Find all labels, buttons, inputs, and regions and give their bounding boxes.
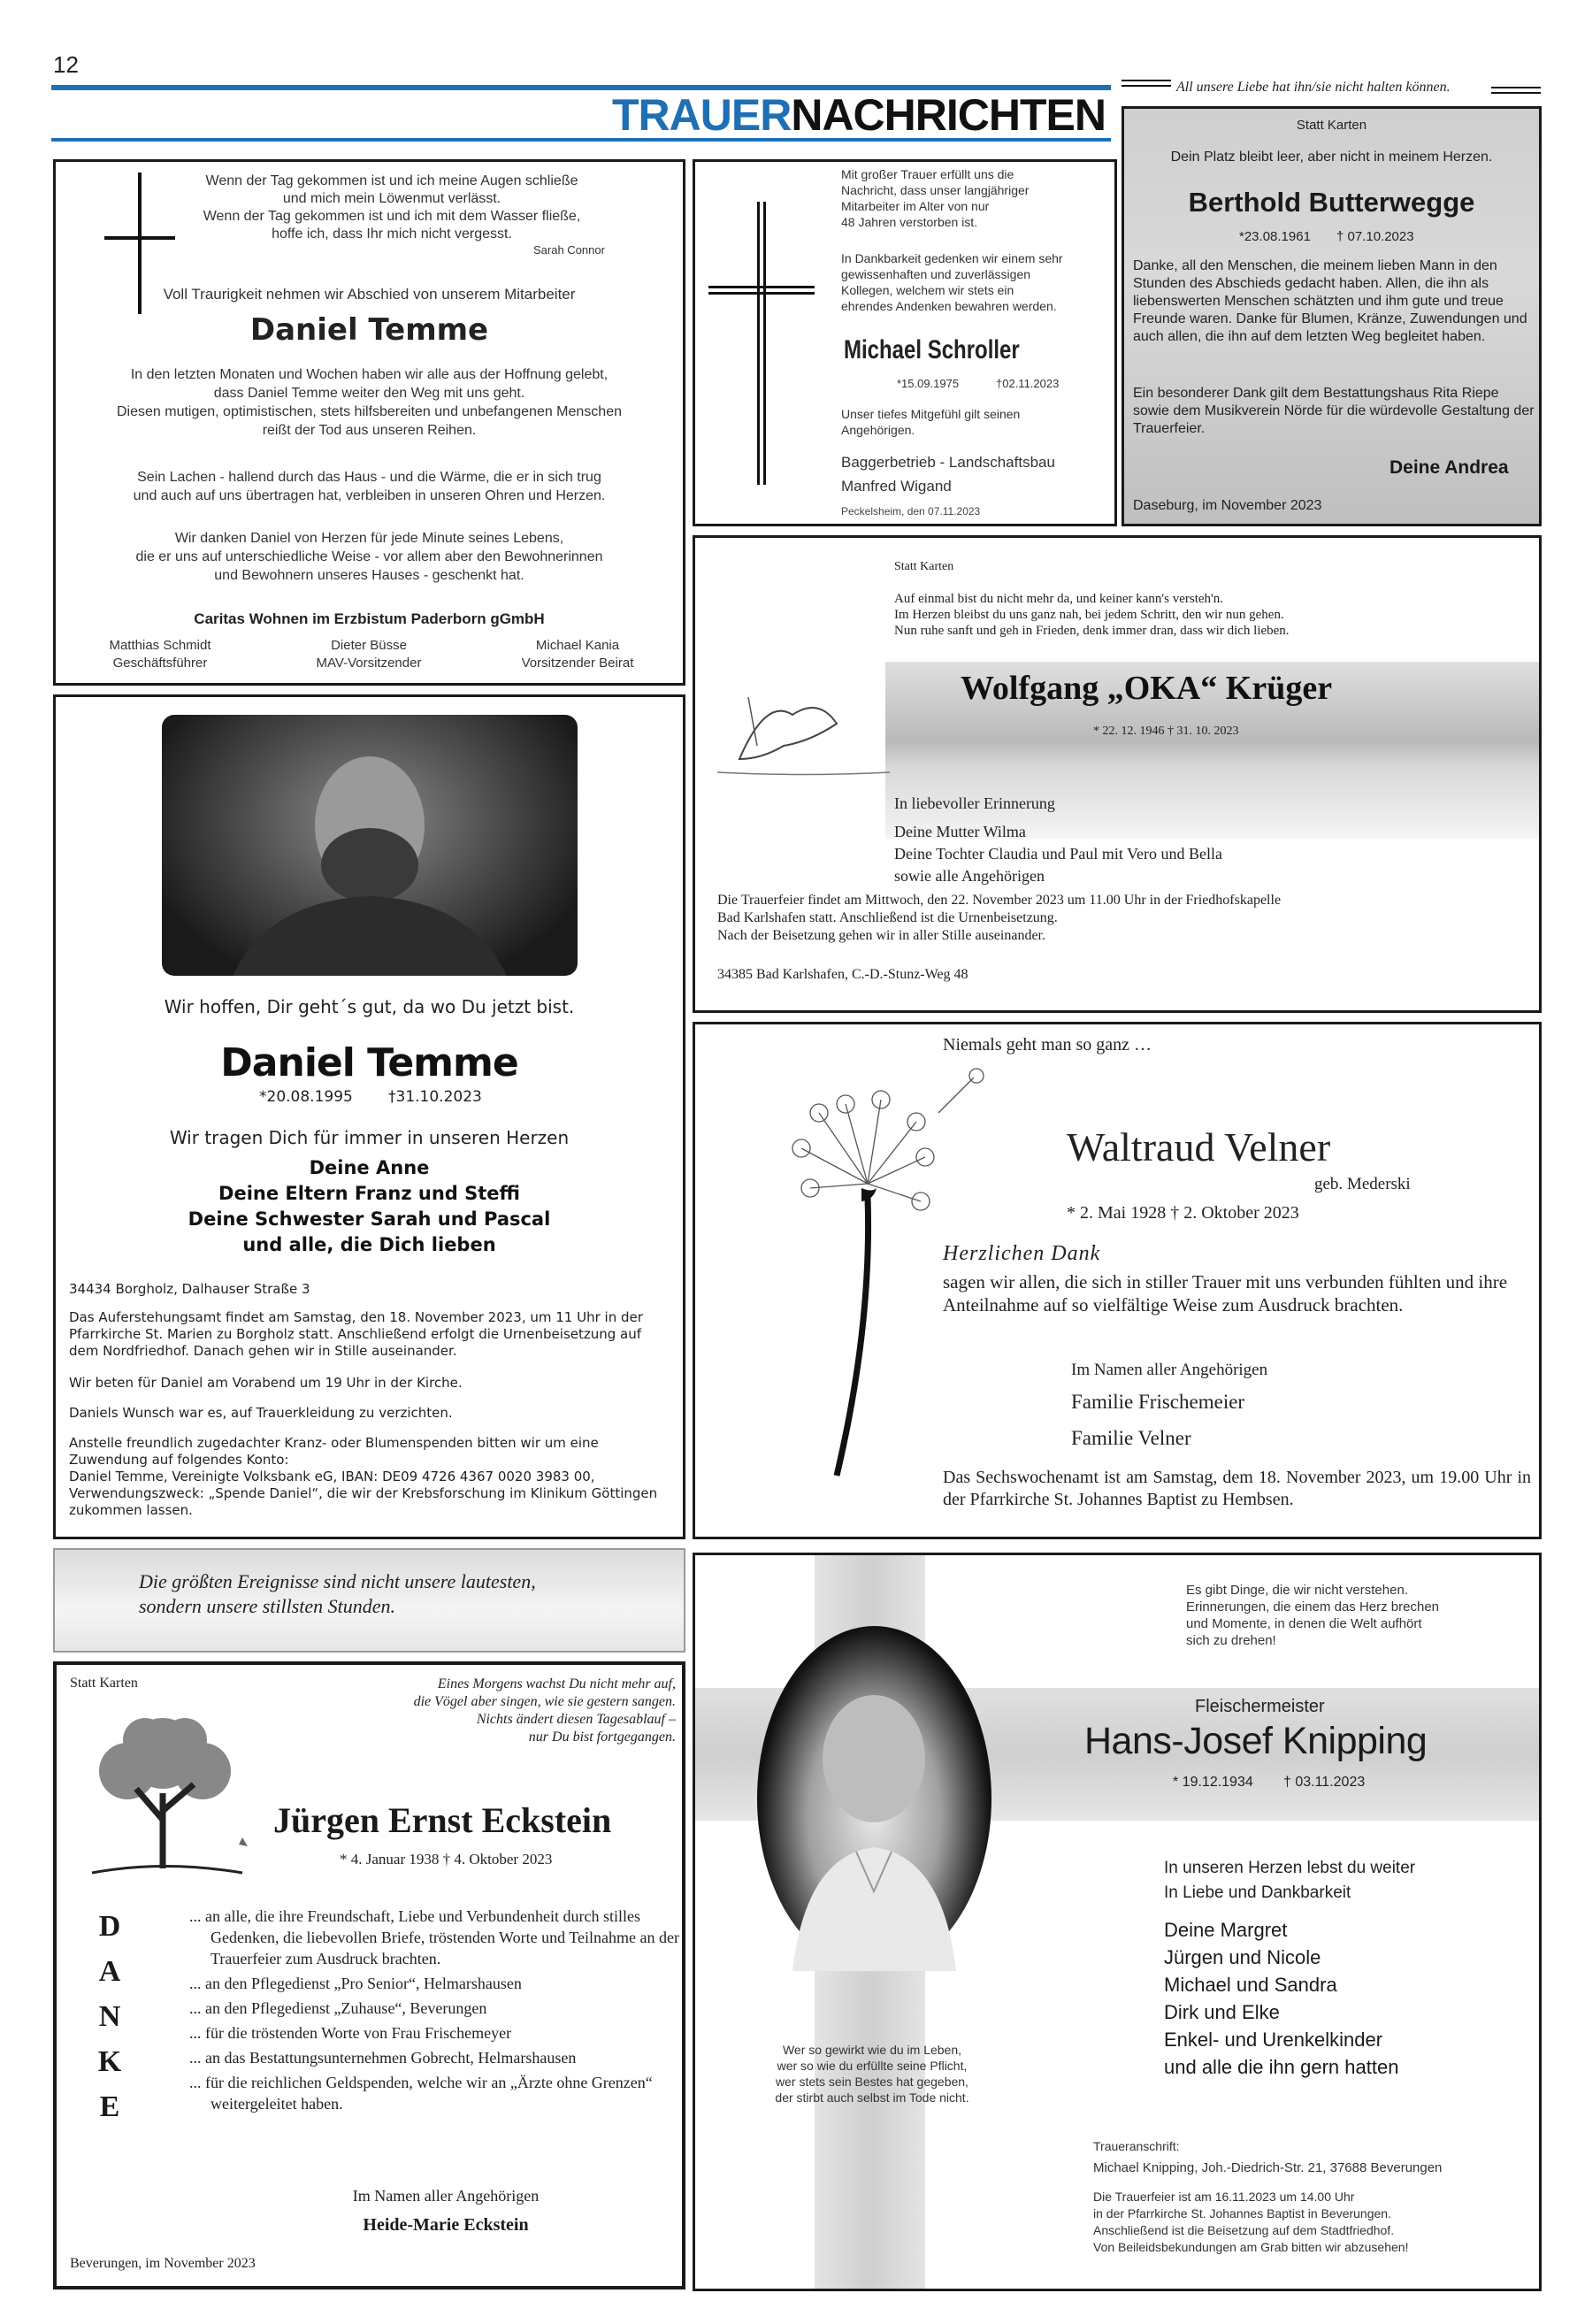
signer-2 bbox=[264, 637, 473, 672]
born-date: * 19.12.1934 bbox=[1173, 1775, 1253, 1790]
funeral-info: Die Trauerfeier ist am 16.11.2023 um 14.00 Uhr in der Pfarrkirche St. Johannes Baptist in Beverungen. Anschließend ist die Beisetzung auf dem Stadtfriedhof. Von Beileidsbekundungen am Grab bitten wir abzusehen! bbox=[1093, 2190, 1409, 2254]
maiden-name: geb. Mederski bbox=[1314, 1175, 1411, 1193]
obituary-velner bbox=[693, 1022, 1542, 1539]
top-label: Statt Karten bbox=[70, 1676, 138, 1691]
poem-author: Sarah Connor bbox=[533, 243, 605, 257]
signer-name: Matthias Schmidt bbox=[109, 638, 211, 653]
danke-letter: K bbox=[97, 2045, 122, 2078]
deceased-name: Daniel Temme bbox=[220, 1040, 518, 1085]
double-cross-icon bbox=[704, 202, 819, 494]
obituary-schroller bbox=[693, 159, 1117, 526]
died-date: †02.11.2023 bbox=[996, 377, 1060, 390]
funeral-info: Die Trauerfeier findet am Mittwoch, den 22. November 2023 um 11.00 Uhr in der Friedhofskapelle Bad Karlshafen statt. Anschließend ist die Urnenbeisetzung. Nach der Beisetzung gehen wir in aller Stille auseinander. bbox=[717, 893, 1282, 943]
deceased-name: Jürgen Ernst Eckstein bbox=[273, 1800, 612, 1840]
born-date: *20.08.1995 bbox=[259, 1088, 353, 1106]
dates: * 4. Januar 1938 † 4. Oktober 2023 bbox=[340, 1851, 553, 1868]
fish-sketch-icon bbox=[713, 662, 890, 786]
poem: Wenn der Tag gekommen ist und ich meine Augen schließe und mich mein Löwenmut verlässt. Wenn der Tag gekommen ist und ich mit dem Wasser fließe, hoffe ich, dass Ihr mich nicht vergesst. bbox=[203, 173, 581, 242]
deceased-name: Daniel Temme bbox=[249, 312, 489, 348]
deceased-name: Wolfgang „OKA“ Krüger bbox=[961, 670, 1333, 707]
died-date: † 03.11.2023 bbox=[1283, 1775, 1366, 1790]
motto: Niemals geht man so ganz … bbox=[943, 1035, 1152, 1055]
died-date: † 07.10.2023 bbox=[1336, 229, 1414, 244]
obituary-temme-caritas bbox=[53, 159, 685, 686]
signer-role: Vorsitzender Beirat bbox=[521, 656, 634, 671]
family-2: Familie Velner bbox=[1071, 1427, 1191, 1449]
born-date: *23.08.1961 bbox=[1239, 229, 1311, 244]
died-date: †31.10.2023 bbox=[388, 1088, 482, 1106]
paragraph-4: Anstelle freundlich zugedachter Kranz- oder Blumenspenden bitten wir um eine Zuwendung auf folgendes Konto: Daniel Temme, Vereinigte Volksbank eG, IBAN: DE09 4726 4367 0020 3983 00, Verwendungszweck: „Spende Daniel“, die wir der Krebsforschung im Klinikum Göttingen zukommen lassen. bbox=[69, 1435, 658, 1518]
intro: Voll Traurigkeit nehmen wir Abschied von unserem Mitarbeiter bbox=[163, 286, 576, 303]
thanks-text: sagen wir allen, die sich in stiller Trauer mit uns verbunden fühlten und ihre Anteilnahme auf so vielfältige Weise zum Ausdruck brachten. bbox=[943, 1271, 1508, 1315]
top-label: Statt Karten bbox=[894, 560, 954, 573]
quote: Dein Platz bleibt leer, aber nicht in meinem Herzen. bbox=[1170, 150, 1493, 165]
danke-letter: D bbox=[98, 1910, 121, 1943]
danke-letter: A bbox=[98, 1955, 121, 1988]
place-date: Daseburg, im November 2023 bbox=[1133, 498, 1322, 513]
names-intro: Im Namen aller Angehörigen bbox=[352, 2187, 540, 2205]
thanks-item: ... für die reichlichen Geldspenden, welche wir an „Ärzte ohne Grenzen“ weitergeleitet haben. bbox=[189, 2074, 653, 2113]
section-title-part2: NACHRICHTEN bbox=[791, 90, 1106, 140]
signer-name: Michael Kania bbox=[535, 638, 620, 653]
title: Fleischermeister bbox=[1195, 1697, 1325, 1716]
address: Michael Knipping, Joh.-Diedrich-Str. 21, 37688 Beverungen bbox=[1093, 2160, 1443, 2175]
deceased-name: Hans-Josef Knipping bbox=[1084, 1720, 1428, 1762]
thanks: In Dankbarkeit gedenken wir einem sehr gewissenhaften und zuverlässigen Kollegen, welchem wir stets ein ehrendes Andenken bewahren werden. bbox=[841, 251, 1063, 313]
signer-name: Dieter Büsse bbox=[331, 638, 407, 653]
top-label: Statt Karten bbox=[1296, 118, 1367, 133]
place-date: Peckelsheim, den 07.11.2023 bbox=[841, 505, 981, 518]
motto-text: All unsere Liebe hat ihn/sie nicht halten können. bbox=[1176, 80, 1451, 95]
signature: Heide-Marie Eckstein bbox=[363, 2215, 529, 2235]
organisation: Caritas Wohnen im Erzbistum Paderborn gGmbH bbox=[194, 610, 545, 627]
poem: Auf einmal bist du nicht mehr da, und keiner kann's versteh'n. Im Herzen bleibst du uns ganz nah, bei jedem Schritt, den wir nun gehen. Nun ruhe sanft und geh in Frieden, denk immer dran, dass wir dich lieben. bbox=[894, 592, 1290, 638]
signer-role: MAV-Vorsitzender bbox=[316, 656, 422, 671]
paragraph-1: Danke, all den Menschen, die meinem lieben Mann in den Stunden des Abschieds gedacht haben. Allen, die ihn als liebenswerten Menschen schätzten und ihm gute und treue Freunde waren. Danke für Blumen, Kränze, Zuwendungen und auch allen, die ihn auf dem letzten Weg begleitet haben. bbox=[1133, 258, 1527, 344]
address: 34385 Bad Karlshafen, C.-D.-Stunz-Weg 48 bbox=[717, 967, 968, 982]
thanks-item: ... für die tröstenden Worte von Frau Frischemeyer bbox=[189, 2024, 512, 2042]
family-1: Familie Frischemeier bbox=[1071, 1391, 1245, 1413]
motto: Wir hoffen, Dir geht´s gut, da wo Du jetzt bist. bbox=[164, 996, 575, 1017]
thanks-item: ... an den Pflegedienst „Pro Senior“, Helmarshausen bbox=[189, 1975, 522, 1992]
address-label: Traueranschrift: bbox=[1093, 2139, 1180, 2153]
paragraph-2: Wir beten für Daniel am Vorabend um 19 Uhr in der Kirche. bbox=[69, 1375, 463, 1391]
family-list: Deine Mutter Wilma Deine Tochter Claudia und Paul mit Vero und Bella sowie alle Angehörigen bbox=[894, 823, 1223, 885]
signer-role: Geschäftsführer bbox=[112, 656, 208, 671]
portrait-photo bbox=[757, 1626, 991, 1971]
thanks-item: ... an das Bestattungsunternehmen Gobrecht, Helmarshausen bbox=[189, 2049, 577, 2067]
danke-letter: E bbox=[99, 2090, 120, 2123]
signer-3 bbox=[473, 637, 682, 672]
heart-text: In unseren Herzen lebst du weiter In Liebe und Dankbarkeit bbox=[1164, 1859, 1416, 1902]
person-silhouette-icon bbox=[757, 1626, 991, 1971]
heart-text: Wir tragen Dich für immer in unseren Herzen bbox=[169, 1127, 570, 1148]
names-intro: Im Namen aller Angehörigen bbox=[1071, 1361, 1268, 1379]
obituary-knipping bbox=[693, 1553, 1542, 2291]
quote-text: Die größten Ereignisse sind nicht unsere lautesten, sondern unsere stillsten Stunden. bbox=[139, 1570, 536, 1617]
obituary-eckstein bbox=[53, 1661, 685, 2289]
tree-icon bbox=[74, 1705, 260, 1882]
dates: * 2. Mai 1928 † 2. Oktober 2023 bbox=[1067, 1203, 1299, 1223]
obituary-krueger bbox=[693, 535, 1542, 1013]
company: Baggerbetrieb - Landschaftsbau Manfred Wigand bbox=[841, 454, 1055, 495]
portrait-photo bbox=[162, 715, 578, 976]
danke-letter: N bbox=[98, 2000, 121, 2033]
signature: Deine Andrea bbox=[1389, 457, 1509, 478]
paragraph-3: Daniels Wunsch war es, auf Trauerkleidung zu verzichten. bbox=[69, 1405, 453, 1421]
danke-vertical bbox=[92, 1904, 127, 2129]
paragraph-2: Sein Lachen - hallend durch das Haus - und die Wärme, die er in sich trug und auch auf uns übertragen hat, verbleiben in unseren Ohren und Herzen. bbox=[133, 470, 606, 503]
thanks-heading: Herzlichen Dank bbox=[943, 1242, 1101, 1265]
memory-line: In liebevoller Erinnerung bbox=[894, 794, 1055, 812]
section-title bbox=[442, 90, 1106, 140]
thanks-item: ... an den Pflegedienst „Zuhause“, Beverungen bbox=[189, 1999, 487, 2017]
signer-1 bbox=[56, 637, 264, 672]
paragraph-1: In den letzten Monaten und Wochen haben wir alle aus der Hoffnung gelebt, dass Daniel Temme weiter den Weg mit uns geht. Diesen mutigen, optimistischen, stets hilfsbereiten und unbefangenen Menschen reißt der Tod aus unseren Reihen. bbox=[116, 367, 622, 438]
motto-line-right bbox=[1491, 87, 1541, 94]
thanks-list bbox=[189, 1906, 680, 2114]
intro: Mit großer Trauer erfüllt uns die Nachricht, dass unser langjähriger Mitarbeiter im Alter von nur 48 Jahren verstorben ist. bbox=[841, 167, 1030, 229]
poem: Eines Morgens wachst Du nicht mehr auf, die Vögel aber singen, wie sie gestern sangen. Nichts ändert diesen Tagesablauf – nur Du bist fortgegangen. bbox=[413, 1676, 676, 1745]
paragraph-1: Das Auferstehungsamt findet am Samstag, den 18. November 2023, um 11 Uhr in der Pfarrkirche St. Marien zu Borgholz statt. Anschließend erfolgt die Urnenbeisetzung auf dem Nordfriedhof. Danach gehen wir in Stille auseinander. bbox=[69, 1309, 643, 1359]
mass-info: Das Sechswochenamt ist am Samstag, dem 18. November 2023, um 19.00 Uhr in der Pfarrkirche St. Johannes Baptist zu Hembsen. bbox=[943, 1468, 1531, 1509]
family-list: Deine Anne Deine Eltern Franz und Steffi Deine Schwester Sarah und Pascal und alle, die Dich lieben bbox=[188, 1157, 551, 1255]
place-date: Beverungen, im November 2023 bbox=[70, 2256, 256, 2271]
quote-box bbox=[53, 1548, 685, 1653]
obituary-butterwegge bbox=[1122, 106, 1542, 526]
poem-bottom: Wer so gewirkt wie du im Leben, wer so wie du erfüllte seine Pflicht, wer stets sein Bestes hat gegeben, der stirbt auch selbst im Tode nicht. bbox=[775, 2043, 969, 2105]
deceased-name: Michael Schroller bbox=[844, 335, 1020, 364]
paragraph-3: Wir danken Daniel von Herzen für jede Minute seines Lebens, die er uns auf unterschiedliche Weise - vor allem aber den Bewohnerinnen und Bewohnern unseres Hauses - geschenkt hat. bbox=[135, 531, 603, 583]
deceased-name: Waltraud Velner bbox=[1067, 1124, 1331, 1170]
dates: * 22. 12. 1946 † 31. 10. 2023 bbox=[1093, 725, 1239, 738]
family-list: Deine Margret Jürgen und Nicole Michael und Sandra Dirk und Elke Enkel- und Urenkelkinder und alle die ihn gern hatten bbox=[1164, 1919, 1399, 2078]
paragraph-2: Ein besonderer Dank gilt dem Bestattungshaus Rita Riepe sowie dem Musikverein Nörde für die würdevolle Gestaltung der Trauerfeier. bbox=[1133, 386, 1535, 436]
motto-line-left bbox=[1122, 80, 1171, 87]
sympathy: Unser tiefes Mitgefühl gilt seinen Angehörigen. bbox=[841, 407, 1021, 437]
deceased-name: Berthold Butterwegge bbox=[1188, 187, 1475, 218]
address: 34434 Borgholz, Dalhauser Straße 3 bbox=[69, 1281, 310, 1297]
page-number: 12 bbox=[53, 51, 79, 78]
obituary-temme-family bbox=[53, 694, 685, 1539]
born-date: *15.09.1975 bbox=[897, 377, 960, 390]
person-silhouette-icon bbox=[162, 715, 578, 976]
thanks-item: ... an alle, die ihre Freundschaft, Liebe und Verbundenheit durch stilles Gedenken, die liebevollen Briefe, tröstenden Worte und Teilnahme an der Trauerfeier zum Ausdruck brachten. bbox=[189, 1907, 679, 1967]
poem-top: Es gibt Dinge, die wir nicht verstehen. Erinnerungen, die einem das Herz brechen und Momente, in denen die Welt aufhört sich zu drehen! bbox=[1186, 1583, 1440, 1648]
section-title-part1: TRAUER bbox=[612, 90, 792, 140]
